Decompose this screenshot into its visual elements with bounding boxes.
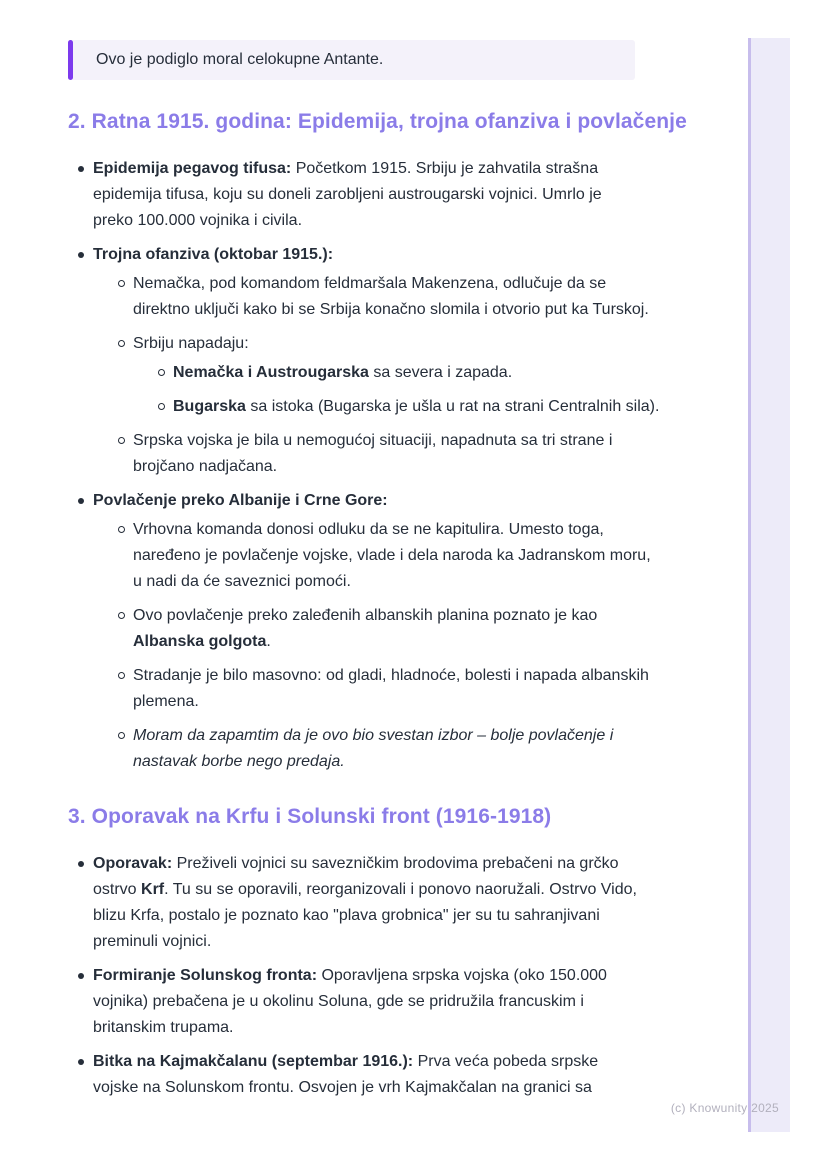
bullet-list-level-1 bbox=[68, 851, 730, 1101]
list-item bbox=[108, 603, 730, 655]
list-item bbox=[108, 428, 730, 480]
list-item-text bbox=[173, 360, 730, 386]
list-item bbox=[148, 394, 730, 420]
list-item bbox=[108, 663, 730, 715]
bold-text-run: Bugarska bbox=[173, 398, 246, 415]
bullet-circle-icon bbox=[118, 437, 125, 444]
section-heading: 2. Ratna 1915. godina: Epidemija, trojna ofanziva i povlačenje bbox=[68, 110, 687, 133]
list-item-text bbox=[93, 156, 638, 234]
text-run: Preživeli vojnici su savezničkim brodovima prebačeni na grčko ostrvo bbox=[93, 855, 619, 898]
bullet-disc-icon bbox=[78, 498, 84, 504]
list-item bbox=[108, 517, 730, 595]
list-item bbox=[68, 851, 730, 955]
list-item-text bbox=[93, 1049, 638, 1101]
bullet-circle-icon bbox=[158, 403, 165, 410]
text-run: Nemačka, pod komandom feldmaršala Makenzena, odlučuje da se direktno uključi kako bi se Srbija konačno slomila i otvorio put ka Turskoj. bbox=[133, 275, 649, 318]
section-heading: 3. Oporavak na Krfu i Solunski front (1916-1918) bbox=[68, 805, 552, 828]
text-run: Početkom 1915. Srbiju je zahvatila strašna epidemija tifusa, koju su doneli zarobljeni austrougarski vojnici. Umrlo je preko 100.000 vojnika i civila. bbox=[93, 160, 602, 229]
bullet-disc-icon bbox=[78, 252, 84, 258]
list-item-text bbox=[93, 963, 638, 1041]
list-item bbox=[68, 963, 730, 1041]
bullet-disc-icon bbox=[78, 973, 84, 979]
text-run: . bbox=[266, 633, 271, 650]
bullet-circle-icon bbox=[158, 369, 165, 376]
text-run: Ovo povlačenje preko zaleđenih albanskih planina poznato je kao bbox=[133, 607, 598, 624]
quote-text: Ovo je podiglo moral celokupne Antante. bbox=[96, 51, 384, 68]
list-item bbox=[108, 723, 730, 775]
text-run: sa severa i zapada. bbox=[368, 364, 513, 381]
text-run: Vrhovna komanda donosi odluku da se ne kapitulira. Umesto toga, naređeno je povlačenje vojske, vlade i dela naroda ka Jadranskom moru, u nadi da će saveznici pomoći. bbox=[133, 521, 651, 590]
list-item-text bbox=[133, 663, 653, 715]
quote-accent-bar bbox=[68, 40, 73, 80]
list-item-text bbox=[133, 517, 653, 595]
bullet-disc-icon bbox=[78, 861, 84, 867]
bullet-circle-icon bbox=[118, 526, 125, 533]
text-run: Srbiju napadaju: bbox=[133, 335, 249, 352]
bullet-list-level-2 bbox=[108, 517, 730, 775]
list-item bbox=[68, 1049, 730, 1101]
bullet-circle-icon bbox=[118, 732, 125, 739]
list-item-text bbox=[133, 428, 653, 480]
bullet-disc-icon bbox=[78, 1059, 84, 1065]
note-content bbox=[68, 80, 730, 1101]
bold-text-run: Bitka na Kajmakčalanu (septembar 1916.): bbox=[93, 1053, 414, 1070]
text-run: sa istoka (Bugarska je ušla u rat na strani Centralnih sila). bbox=[245, 398, 660, 415]
list-item-text bbox=[93, 851, 638, 955]
bullet-circle-icon bbox=[118, 280, 125, 287]
bold-text-run: Formiranje Solunskog fronta: bbox=[93, 967, 318, 984]
bold-text-run: Oporavak: bbox=[93, 855, 173, 872]
blockquote bbox=[68, 40, 635, 80]
list-item bbox=[148, 360, 730, 386]
list-item bbox=[108, 331, 730, 420]
list-item bbox=[68, 242, 730, 480]
text-run: Prva veća pobeda srpske vojske na Solunskom frontu. Osvojen je vrh Kajmakčalan na granici sa bbox=[93, 1053, 599, 1096]
text-run: Oporavljena srpska vojska (oko 150.000 vojnika) prebačena je u okolinu Soluna, gde se pridružila francuskim i britanskim trupama. bbox=[93, 967, 607, 1036]
list-item-text bbox=[93, 242, 638, 268]
bullet-list-level-1 bbox=[68, 156, 730, 775]
bold-text-run: Trojna ofanziva (oktobar 1915.): bbox=[93, 246, 334, 263]
bold-text-run: Nemačka i Austrougarska bbox=[173, 364, 369, 381]
text-run: Stradanje je bilo masovno: od gladi, hladnoće, bolesti i napada albanskih plemena. bbox=[133, 667, 649, 710]
list-item-text bbox=[133, 723, 653, 775]
bullet-list-level-3 bbox=[148, 360, 730, 420]
text-run: Srpska vojska je bila u nemogućoj situaciji, napadnuta sa tri strane i brojčano nadjačana. bbox=[133, 432, 613, 475]
bold-text-run: Krf bbox=[141, 881, 165, 898]
bullet-circle-icon bbox=[118, 612, 125, 619]
list-item bbox=[68, 488, 730, 775]
list-item-text bbox=[173, 394, 730, 420]
list-item bbox=[68, 156, 730, 234]
bullet-list-level-2 bbox=[108, 271, 730, 480]
bold-text-run: Albanska golgota bbox=[133, 633, 267, 650]
text-run: Moram da zapamtim da je ovo bio svestan izbor – bolje povlačenje i nastavak borbe nego predaja. bbox=[133, 727, 614, 770]
list-item-text bbox=[133, 603, 653, 655]
next-page-edge bbox=[748, 38, 790, 1132]
bullet-circle-icon bbox=[118, 672, 125, 679]
bold-text-run: Epidemija pegavog tifusa: bbox=[93, 160, 292, 177]
copyright-note: (c) Knowunity 2025 bbox=[670, 1101, 779, 1115]
list-item bbox=[108, 271, 730, 323]
list-item-text bbox=[133, 271, 653, 323]
list-item-text bbox=[93, 488, 638, 514]
bullet-disc-icon bbox=[78, 166, 84, 172]
bold-text-run: Povlačenje preko Albanije i Crne Gore: bbox=[93, 492, 388, 509]
list-item-text bbox=[133, 331, 653, 357]
text-run: . Tu su se oporavili, reorganizovali i ponovo naoružali. Ostrvo Vido, blizu Krfa, postalo je poznato kao "plava grobnica" jer su tu sahranjivani preminuli vojnici. bbox=[93, 881, 637, 950]
bullet-circle-icon bbox=[118, 340, 125, 347]
